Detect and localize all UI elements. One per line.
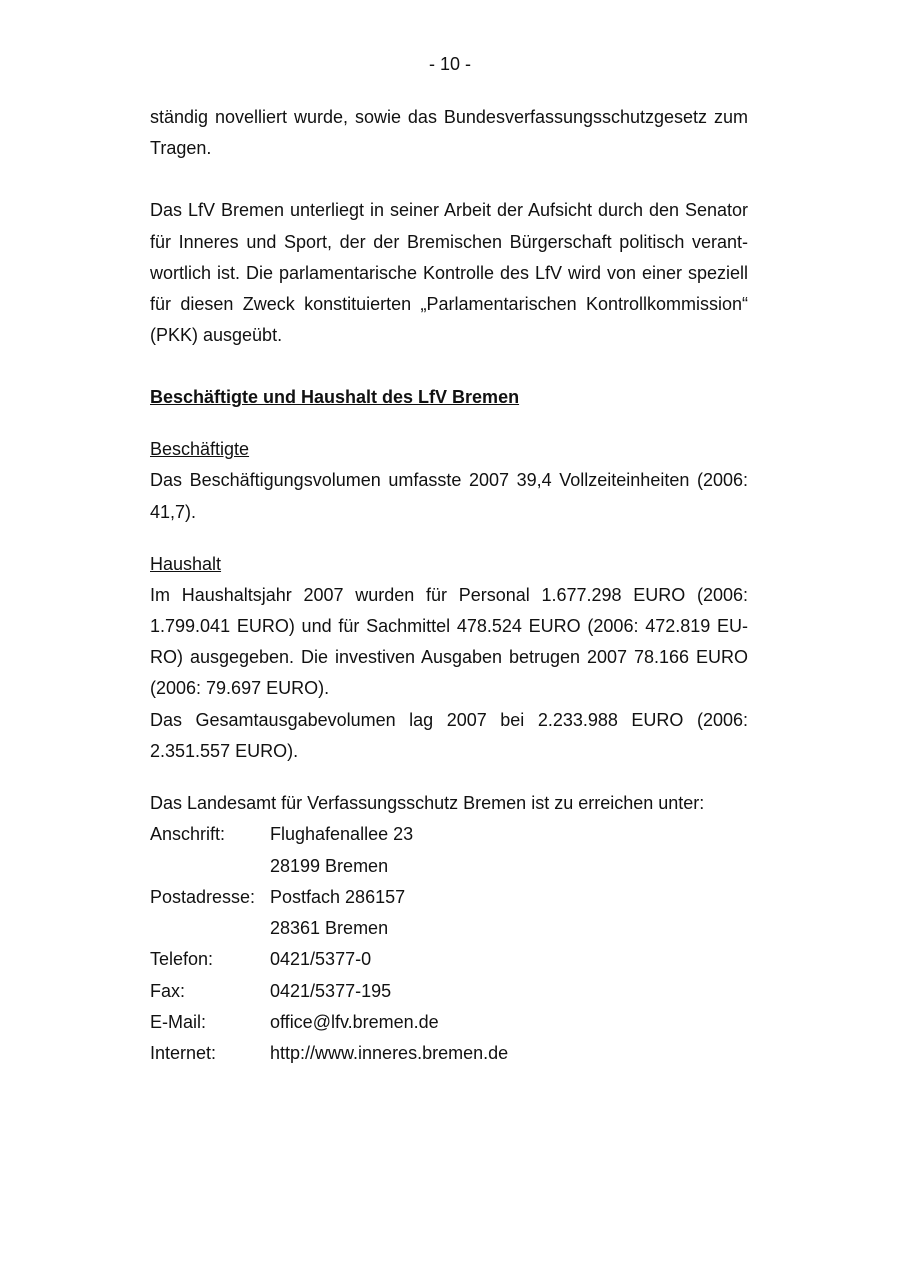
document-body xyxy=(150,102,748,1070)
employees-text: Das Beschäftigungsvolumen umfasste 2007 39,4 Vollzeiteinheiten (2006: 41,7). xyxy=(150,470,748,522)
paragraph-continuation: ständig novelliert wurde, sowie das Bundesverfassungsschutzgesetz zum Tragen. xyxy=(150,107,748,159)
address-label: Anschrift: xyxy=(150,824,226,845)
email-label: E-Mail: xyxy=(150,1012,207,1033)
employees-subheading: Beschäftigte xyxy=(150,439,250,460)
postal-label: Postadresse: xyxy=(150,886,256,907)
contact-internet-row xyxy=(150,1038,748,1069)
contact-intro: Das Landesamt für Verfassungsschutz Bremen ist zu erreichen unter: xyxy=(150,793,705,814)
budget-total-text: Das Gesamtausgabevolumen lag 2007 bei 2.233.988 EURO (2006: 2.351.557 EURO). xyxy=(150,709,748,761)
page-number: - 10 - xyxy=(428,54,471,74)
contact-address-row xyxy=(150,819,748,850)
contact-postal-row xyxy=(150,882,748,913)
contact-phone-row xyxy=(150,944,748,975)
section-heading: Beschäftigte und Haushalt des LfV Bremen xyxy=(150,387,520,408)
internet-label: Internet: xyxy=(150,1043,217,1064)
email-value: office@lfv.bremen.de xyxy=(270,1012,439,1033)
phone-value: 0421/5377-0 xyxy=(270,949,372,970)
postal-line1: Postfach 286157 xyxy=(270,886,406,907)
address-line1: Flughafenallee 23 xyxy=(270,824,414,845)
contact-fax-row xyxy=(150,976,748,1007)
paragraph-supervision: Das LfV Bremen unterliegt in seiner Arbeit der Aufsicht durch den Senator für Inneres und Sport, der der Bremischen Bürgerschaft politisch verant-wortlich ist. Die parlamentarische Kontrolle des LfV wird von einer speziell für diesen Zweck konstituierten „Parlamentarischen Kontrollkommission“ (PKK) ausgeübt. xyxy=(150,200,748,346)
budget-subheading: Haushalt xyxy=(150,553,222,574)
phone-label: Telefon: xyxy=(150,949,214,970)
fax-label: Fax: xyxy=(150,980,186,1001)
contact-email-row xyxy=(150,1007,748,1038)
postal-line2: 28361 Bremen xyxy=(270,918,389,939)
contact-address-row-2 xyxy=(150,851,748,882)
internet-value: http://www.inneres.bremen.de xyxy=(270,1043,509,1064)
address-line2: 28199 Bremen xyxy=(270,855,389,876)
contact-postal-row-2 xyxy=(150,913,748,944)
fax-value: 0421/5377-195 xyxy=(270,980,392,1001)
budget-text: Im Haushaltsjahr 2007 wurden für Personal 1.677.298 EURO (2006: 1.799.041 EURO) und für Sachmittel 478.524 EURO (2006: 472.819 EU-RO) ausgegeben. Die investiven Ausgaben betrugen 2007 78.166 EURO (2006: 79.697 EURO). xyxy=(150,584,748,699)
